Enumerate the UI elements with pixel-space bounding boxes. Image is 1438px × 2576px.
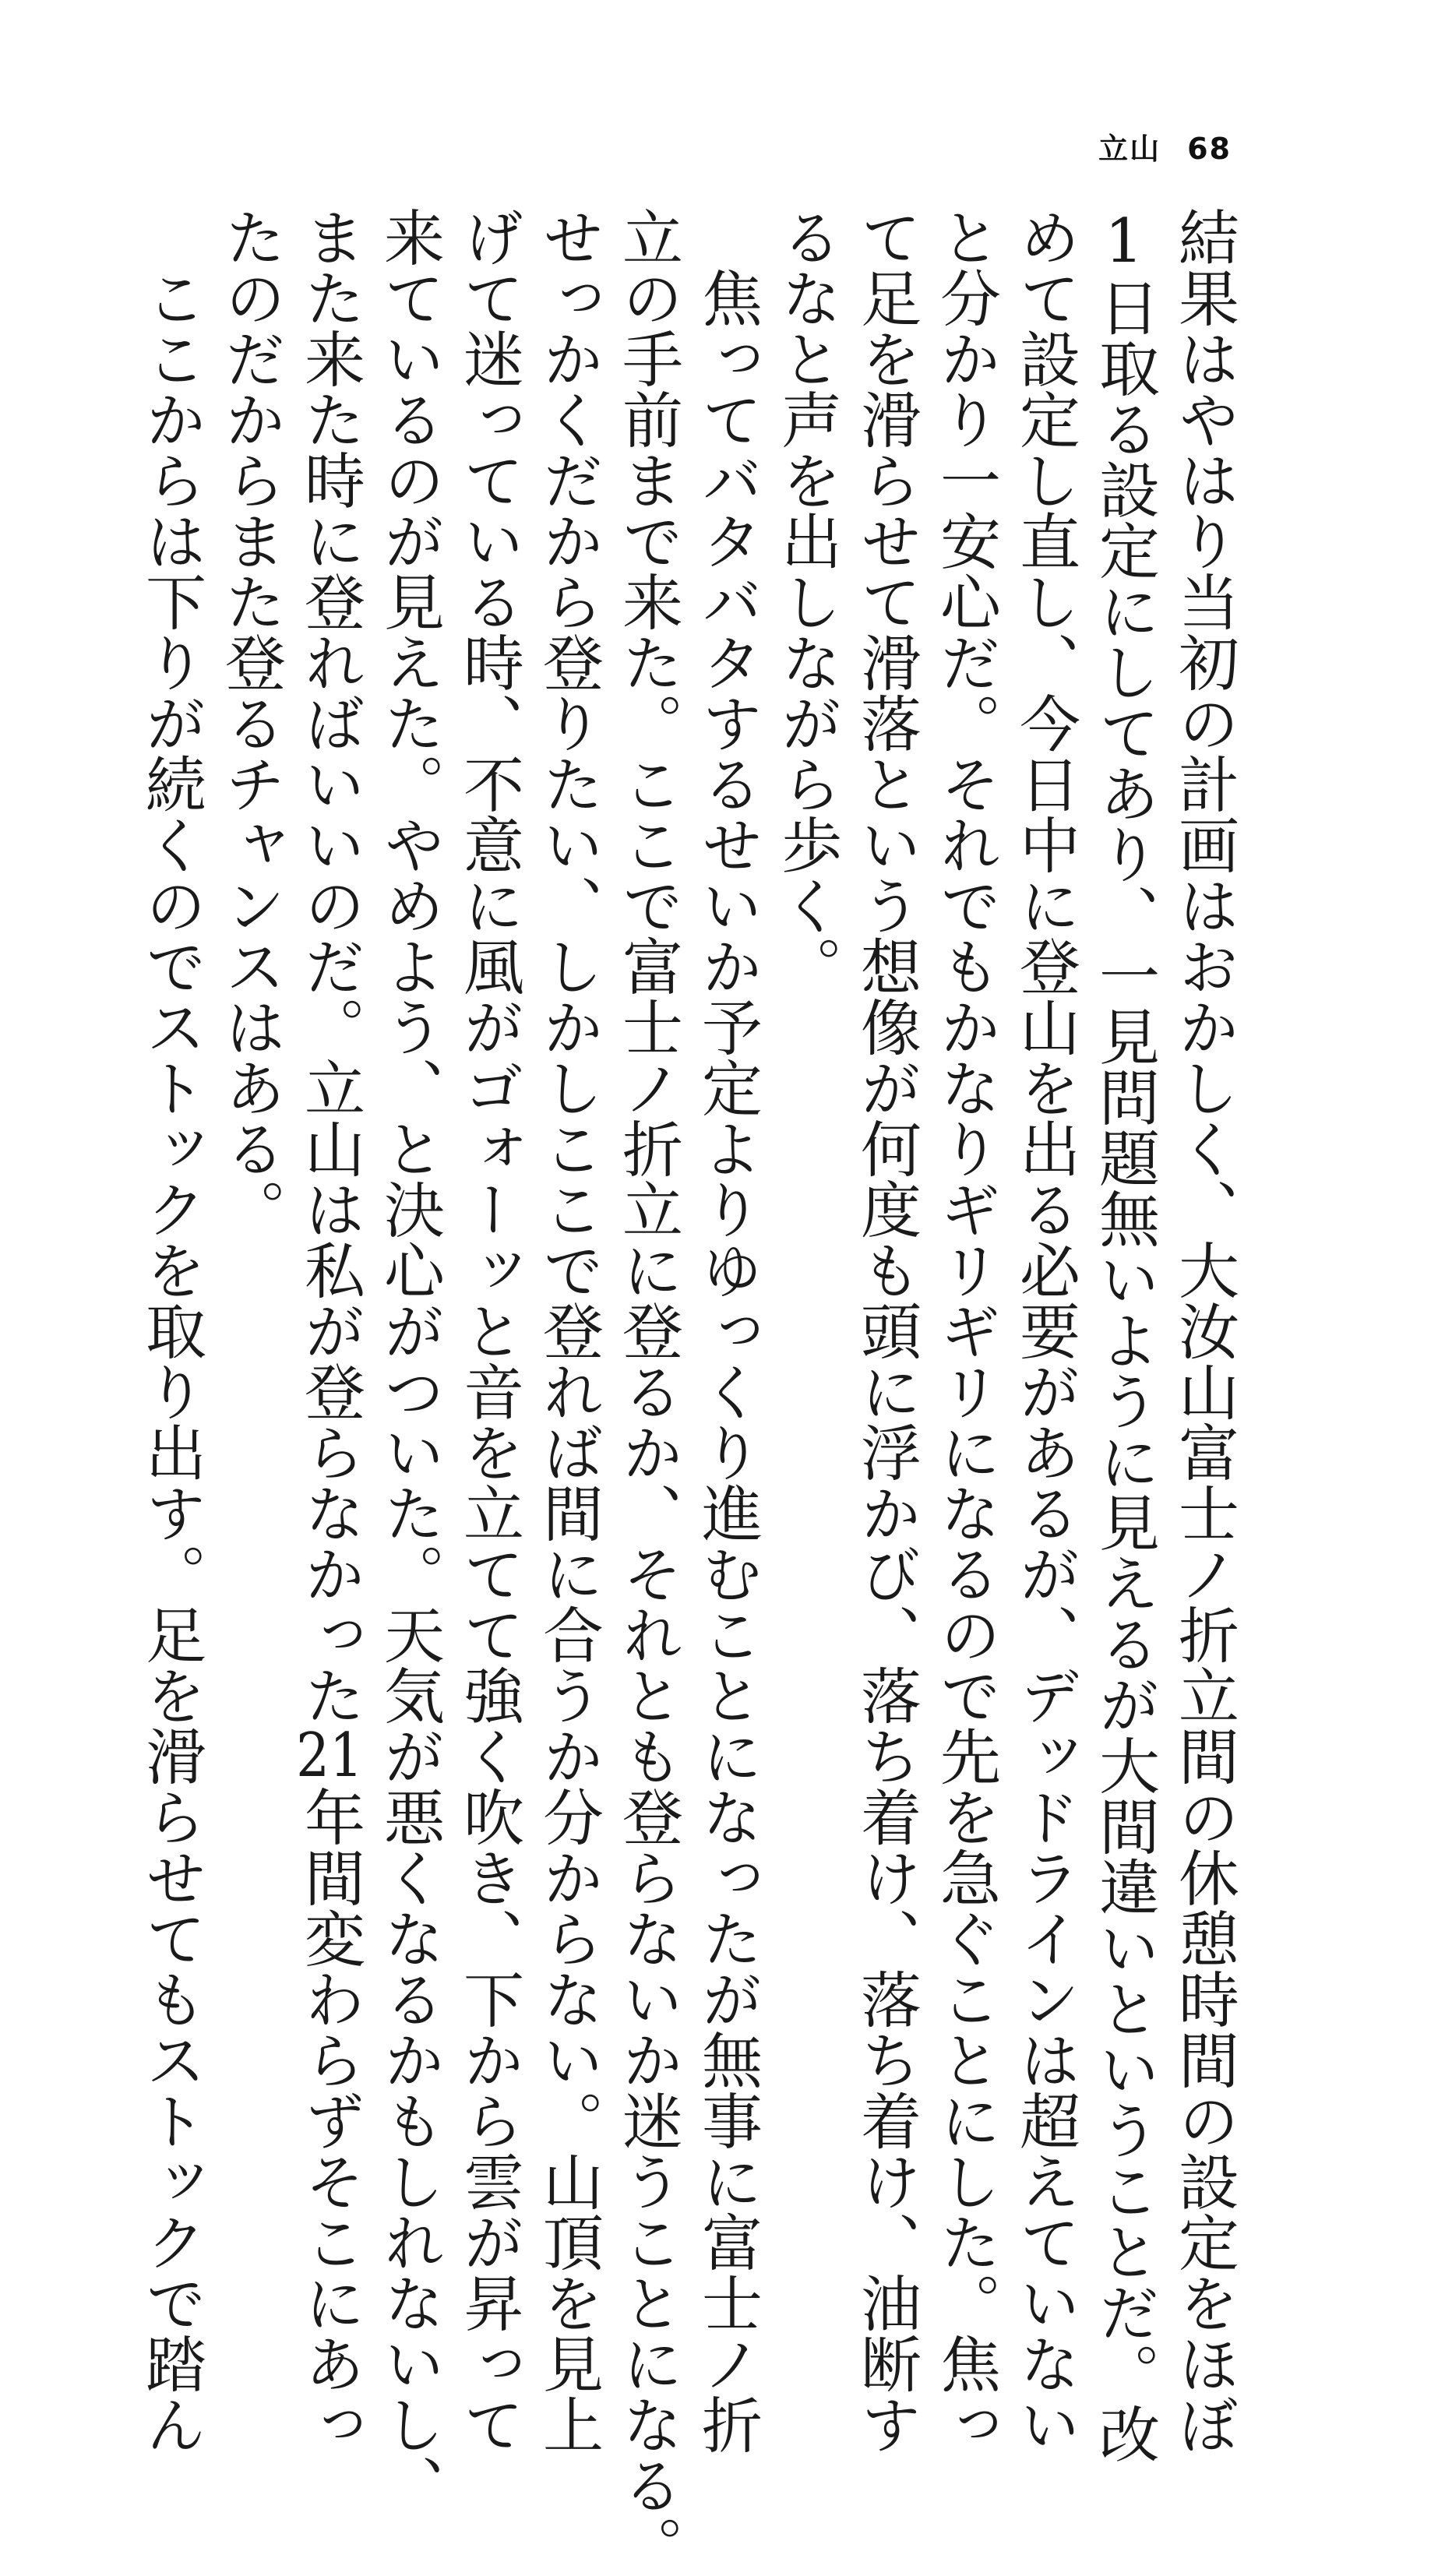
- text-line: げて迷っている時、不意に風がゴォーッと音を立てて強く吹き、下から雲が昇って: [453, 206, 523, 2454]
- text-line: 来ているのが見えた。やめよう、と決心がついた。天気が悪くなるかもしれないし、: [374, 206, 444, 2515]
- text-line: 立の手前まで来た。ここで富士ノ折立に登るか、それとも登らないか迷うことになる。: [612, 206, 682, 2576]
- body-text: [136, 206, 1243, 2576]
- text-line: めて設定し直し、今日中に登山を出る必要があるが、デッドラインは超えていない: [1010, 206, 1080, 2454]
- text-line: 焦ってバタバタするせいか予定よりゆっくり進むことになったが無事に富士ノ折: [692, 267, 762, 2454]
- running-header: [1098, 125, 1232, 167]
- text-line: せっかくだから登りたい、しかしここで登れば間に合うか分からない。山頂を見上: [533, 206, 603, 2454]
- chapter-title: 立山: [1098, 132, 1161, 166]
- text-line: 結果はやはり当初の計画はおかしく、大汝山富士ノ折立間の休憩時間の設定をほぼ: [1168, 206, 1239, 2454]
- text-line: また来た時に登ればいいのだ。立山は私が登らなかった21年間変わらずそこにあっ: [294, 206, 365, 2454]
- text-line: ここからは下りが続くのでストックを取り出す。足を滑らせてもストックで踏ん: [136, 267, 206, 2454]
- text-line: て足を滑らせて滑落という想像が何度も頭に浮かび、落ち着け、落ち着け、油断す: [851, 206, 921, 2454]
- text-line: 1日取る設定にしてあり、一見問題無いように見えるが大間違いということだ。改: [1089, 206, 1159, 2464]
- number-run: 21: [296, 1725, 363, 1786]
- text-line: たのだからまた登るチャンスはある。: [215, 206, 285, 1239]
- text-line: るなと声を出しながら歩く。: [771, 206, 841, 996]
- text-line: と分かり一安心だ。それでもかなりギリギリになるので先を急ぐことにした。焦っ: [930, 206, 1000, 2454]
- page-number: 68: [1187, 132, 1232, 166]
